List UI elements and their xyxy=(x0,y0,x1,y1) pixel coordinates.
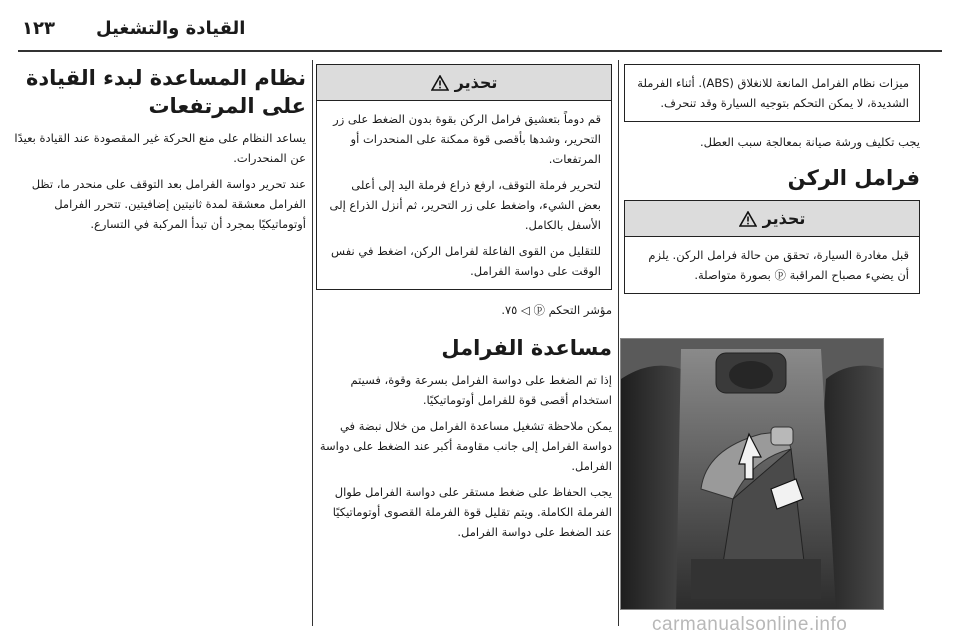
page-number: ١٢٣ xyxy=(22,18,55,39)
column-divider-right xyxy=(618,60,619,626)
chapter-title: القيادة والتشغيل xyxy=(96,18,246,39)
abs-note-text: ميزات نظام الفرامل المانعة للانغلاق (ABS). أثناء الفرملة الشديدة، لا يمكن التحكم بتوجيه السيارة وقد تنحرف. xyxy=(637,76,909,110)
warning-triangle-icon xyxy=(739,211,757,227)
service-line: يجب تكليف ورشة صيانة بمعالجة سبب العطل. xyxy=(699,135,920,149)
column-parking-brake xyxy=(624,64,920,304)
brake-assist-paragraph-1: إذا تم الضغط على دواسة الفرامل بسرعة وقوة، فسيتم استخدام أقصى قوة للفرامل أوتوماتيكيًا. xyxy=(350,373,612,407)
warning-body-2 xyxy=(625,237,919,293)
parking-brake-heading: فرامل الركن xyxy=(787,166,920,190)
hill-start-paragraph-1: يساعد النظام على منع الحركة غير المقصودة عند القيادة بعيدًا عن المنحدرات. xyxy=(14,131,306,165)
parking-brake-photo xyxy=(620,338,884,610)
parking-brake-check-warning xyxy=(624,200,920,294)
header-rule xyxy=(18,50,942,52)
page-header xyxy=(0,18,960,48)
brake-assist-heading: مساعدة الفرامل xyxy=(441,336,612,360)
abs-note-box xyxy=(624,64,920,122)
column-hill-start-assist xyxy=(6,64,306,240)
warning-paragraph-2: لتحرير فرملة التوقف، ارفع ذراع فرملة اليد إلى أعلى بعض الشيء، واضغط على زر التحرير، ثم أنزل الذراع إلى الأسفل بالكامل. xyxy=(329,178,601,232)
column-divider-left xyxy=(312,60,313,626)
warning-header xyxy=(317,65,611,101)
hill-start-heading: نظام المساعدة لبدء القيادة على المرتفعات xyxy=(26,66,306,118)
brake-assist-paragraph-2: يمكن ملاحظة تشغيل مساعدة الفرامل من خلال نبضة في دواسة الفرامل إلى جانب مقاومة أكبر عند الضغط على دواسة الفرامل. xyxy=(319,419,612,473)
warning-paragraph-3: للتقليل من القوى الفاعلة لفرامل الركن، اضغط في نفس الوقت على دواسة الفرامل. xyxy=(331,244,601,278)
control-indicator-reference: مؤشر التحكم ⓟ ◁ ٧٥. xyxy=(501,303,612,317)
abs-note-body xyxy=(625,65,919,121)
parking-check-paragraph: قبل مغادرة السيارة، تحقق من حالة فرامل الركن. يلزم أن يضيء مصباح المراقبة ⓟ بصورة متواصلة. xyxy=(648,248,909,282)
warning-body xyxy=(317,101,611,289)
column-brake-assist xyxy=(316,64,612,548)
warning-title: تحذير xyxy=(454,73,498,92)
parking-brake-lever-illustration xyxy=(621,339,884,610)
hill-start-paragraph-2: عند تحرير دواسة الفرامل بعد التوقف على منحدر ما، تظل الفرامل معشقة لمدة ثانيتين إضافيتين. تتحرر الفرامل أوتوماتيكيًا بمجرد أن تبدأ المركبة في التسارع. xyxy=(31,177,306,231)
brake-assist-paragraph-3: يجب الحفاظ على ضغط مستقر على دواسة الفرامل طوال الفرملة الكاملة. ويتم تقليل قوة الفرملة القصوى أوتوماتيكيًا عند الضغط على دواسة الفرامل. xyxy=(332,485,612,539)
watermark: carmanualsonline.info xyxy=(652,614,848,635)
warning-title-2: تحذير xyxy=(762,209,806,228)
warning-header-2 xyxy=(625,201,919,237)
parking-brake-warning-box xyxy=(316,64,612,290)
warning-triangle-icon xyxy=(431,75,449,91)
warning-paragraph-1: قم دوماً بتعشيق فرامل الركن بقوة بدون الضغط على زر التحرير، وشدها بأقصى قوة ممكنة على المنحدرات أو المرتفعات. xyxy=(333,112,601,166)
